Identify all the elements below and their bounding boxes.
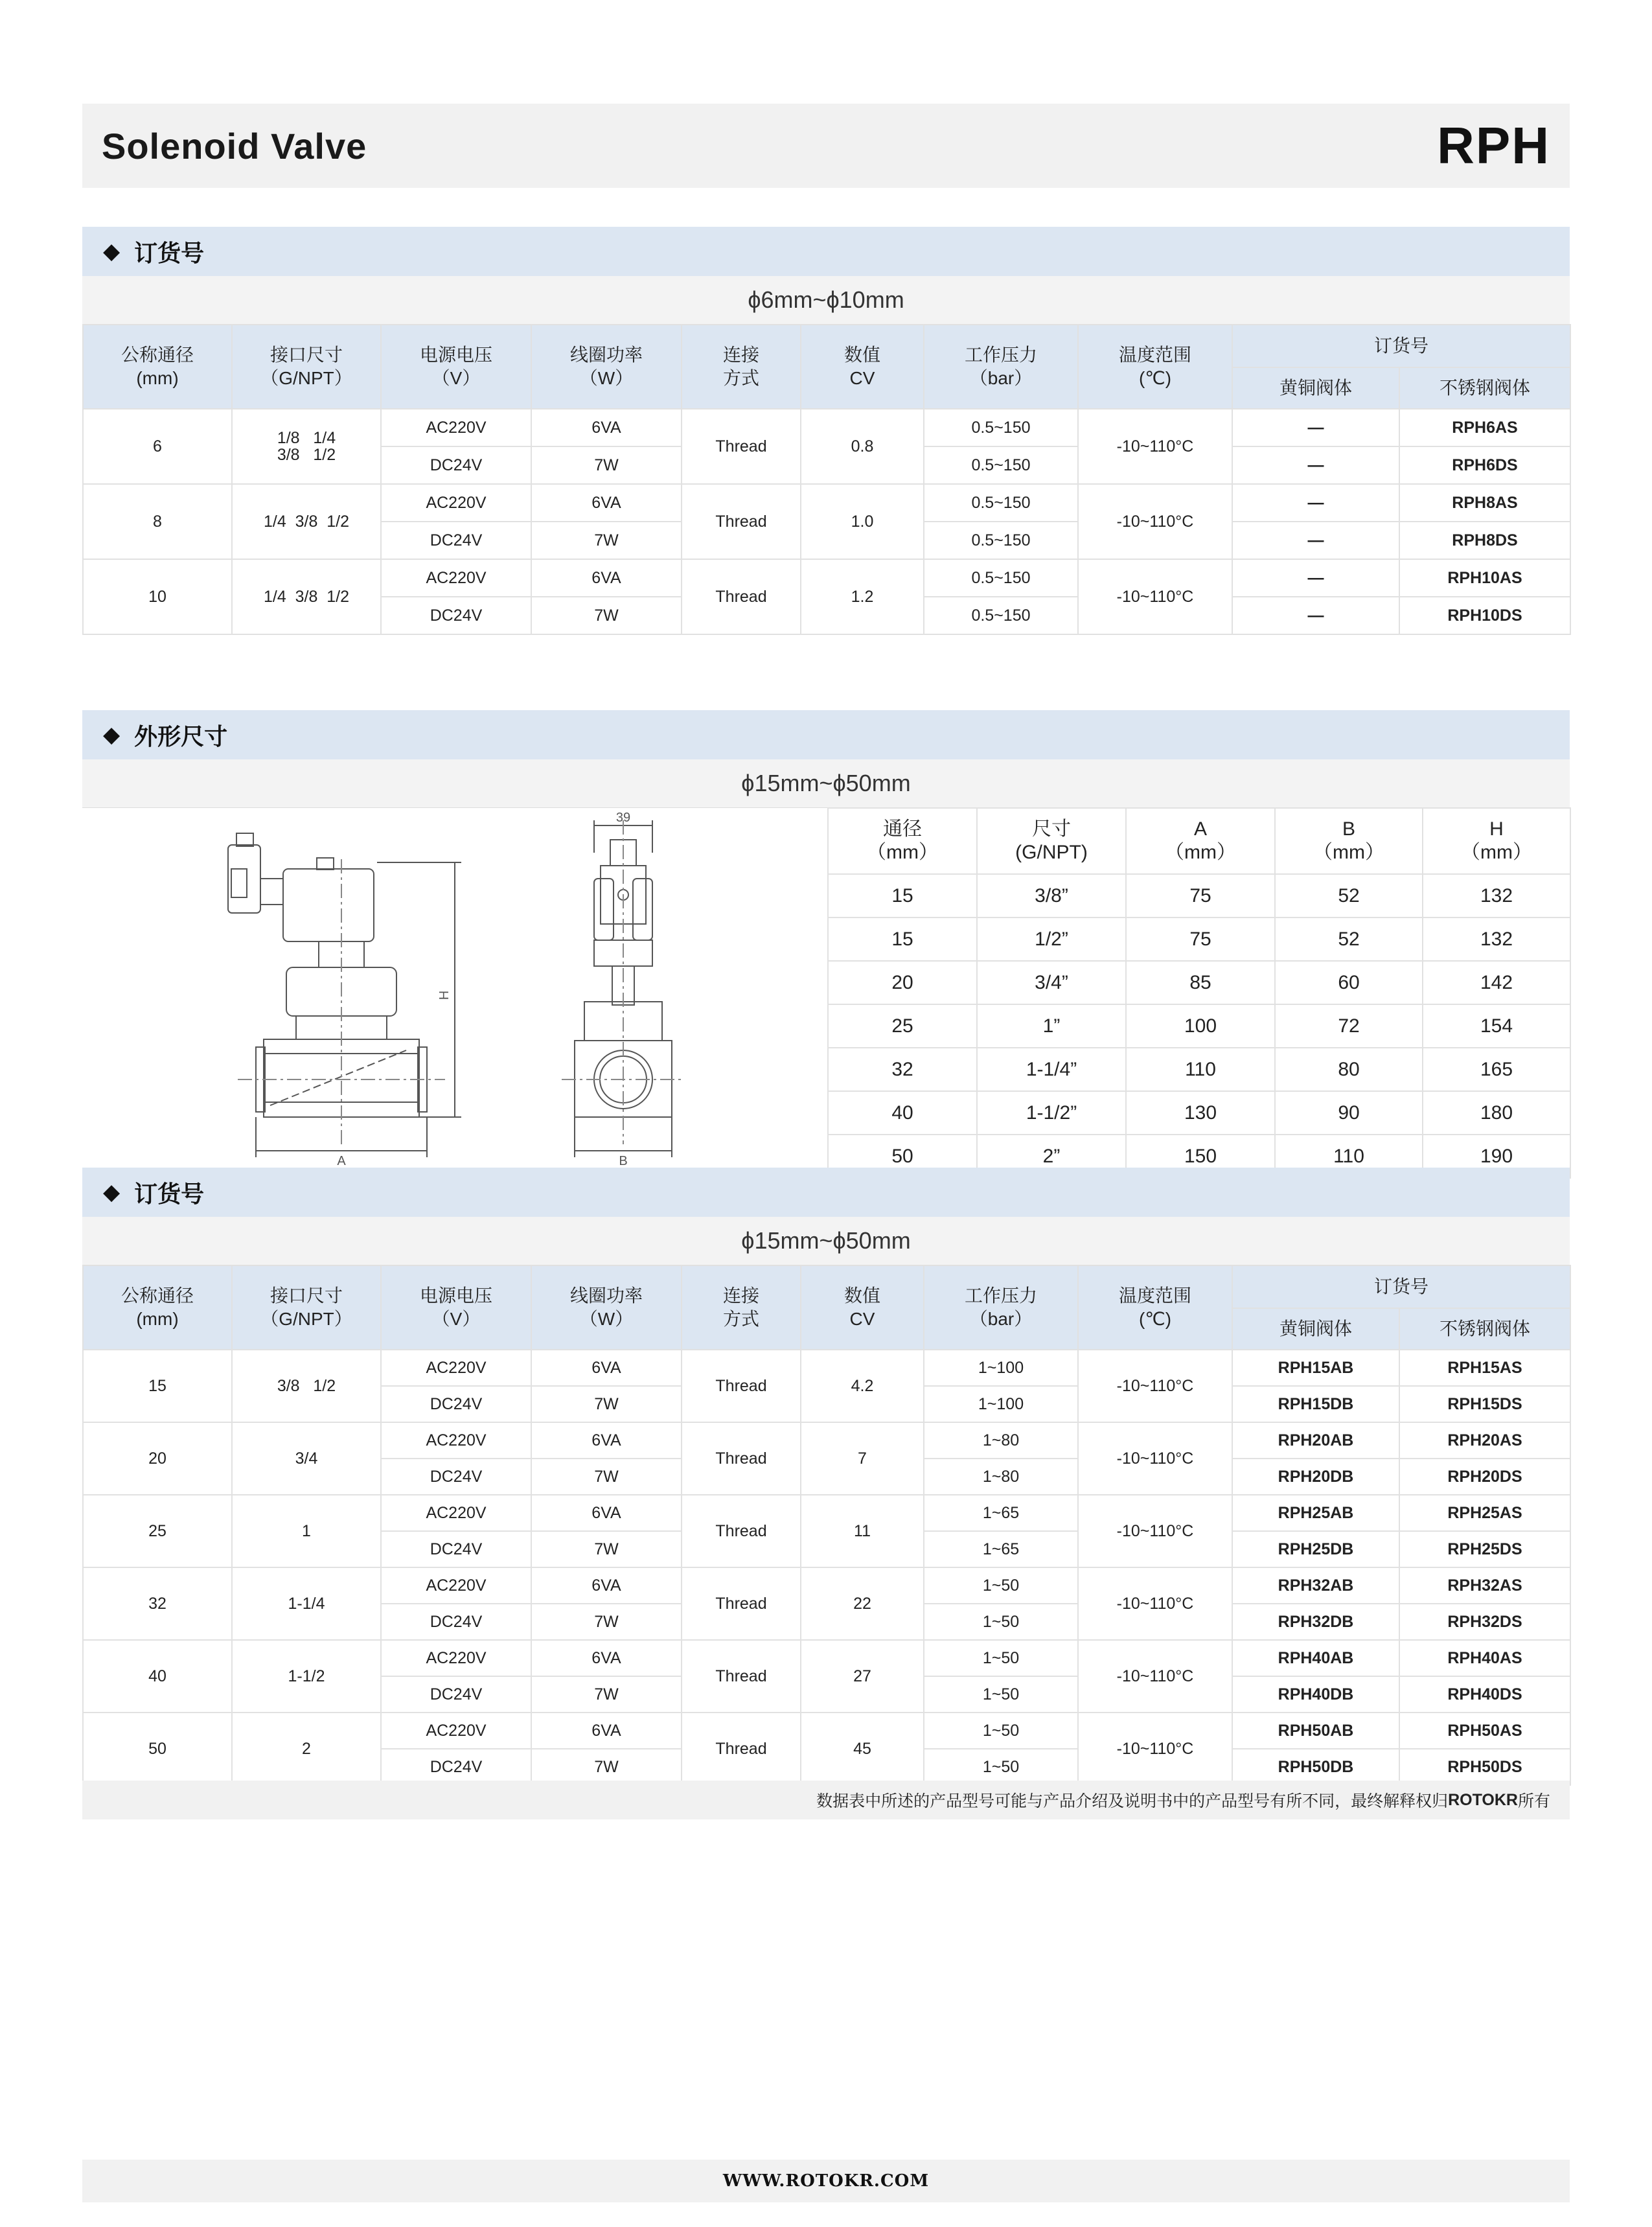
- temperature-cell: -10~110°C: [1078, 1713, 1232, 1785]
- port-size-line: 1/4 3/8 1/2: [263, 588, 350, 606]
- brand-logo: RPH: [1437, 117, 1550, 174]
- order-code-brass: RPH50AB: [1232, 1713, 1399, 1749]
- power-cell: 7W: [531, 1386, 682, 1422]
- power-cell: 7W: [531, 1604, 682, 1640]
- header-line: （bar）: [969, 368, 1033, 388]
- dim-cell: 132: [1423, 917, 1570, 961]
- dim-column-header: [1423, 808, 1570, 874]
- disclaimer-suffix: 所有: [1517, 1792, 1550, 1810]
- dim-cell: 190: [1423, 1135, 1570, 1178]
- column-header-stainless: 不锈钢阀体: [1399, 367, 1570, 409]
- header-line: (G/NPT): [1015, 842, 1088, 863]
- order-code-brass: RPH25AB: [1232, 1495, 1399, 1531]
- column-header-connection: [682, 1265, 801, 1350]
- port-size-cell: 2: [232, 1713, 381, 1785]
- nominal-diameter-cell: 8: [83, 484, 232, 559]
- cv-cell: 7: [801, 1422, 924, 1495]
- voltage-cell: AC220V: [381, 484, 531, 522]
- order-code-stainless: RPH20DS: [1399, 1459, 1570, 1495]
- dim-cell: 180: [1423, 1091, 1570, 1135]
- table-row: [828, 917, 1570, 961]
- order-code-stainless: RPH32DS: [1399, 1604, 1570, 1640]
- dimensions-area: [82, 807, 1570, 1169]
- pressure-cell: 1~50: [924, 1604, 1078, 1640]
- voltage-cell: AC220V: [381, 409, 531, 446]
- voltage-cell: AC220V: [381, 1350, 531, 1386]
- dim-cell: 40: [828, 1091, 977, 1135]
- valve-drawing-icon: [82, 807, 827, 1168]
- header-line: (mm): [136, 368, 179, 388]
- power-cell: 7W: [531, 1459, 682, 1495]
- pressure-cell: 0.5~150: [924, 597, 1078, 634]
- header-line: 电源电压: [419, 345, 492, 365]
- cv-cell: 11: [801, 1495, 924, 1567]
- header-line: 线圈功率: [569, 1286, 643, 1306]
- order-code-brass: RPH20DB: [1232, 1459, 1399, 1495]
- connection-cell: Thread: [682, 484, 801, 559]
- header-line: 工作压力: [964, 1286, 1037, 1306]
- order-code-stainless: RPH8AS: [1399, 484, 1570, 522]
- header-line: （G/NPT）: [260, 368, 352, 388]
- order-code-stainless: RPH20AS: [1399, 1422, 1570, 1459]
- dim-cell: 80: [1275, 1048, 1423, 1091]
- column-header-order: 订货号: [1232, 1265, 1570, 1308]
- cv-cell: 45: [801, 1713, 924, 1785]
- order-code-stainless: RPH15AS: [1399, 1350, 1570, 1386]
- header-line: （mm）: [1313, 842, 1384, 863]
- order-code-stainless: RPH25DS: [1399, 1531, 1570, 1567]
- drawing-dim-39: 39: [615, 811, 631, 825]
- order-code-brass: —: [1232, 559, 1399, 597]
- header-line: 连接: [722, 345, 759, 365]
- power-cell: 7W: [531, 1676, 682, 1713]
- drawing-dim-b: B: [619, 1154, 628, 1168]
- port-size-cell: [232, 484, 381, 559]
- header-line: （bar）: [969, 1309, 1033, 1329]
- order-code-brass: RPH32DB: [1232, 1604, 1399, 1640]
- dim-column-header: [977, 808, 1126, 874]
- voltage-cell: AC220V: [381, 1422, 531, 1459]
- header-line: 接口尺寸: [270, 1286, 343, 1306]
- header-line: (mm): [136, 1309, 179, 1329]
- nominal-diameter-cell: 15: [83, 1350, 232, 1422]
- connection-cell: Thread: [682, 1713, 801, 1785]
- order-code-brass: RPH40AB: [1232, 1640, 1399, 1676]
- dim-cell: 2”: [977, 1135, 1126, 1178]
- column-header-port: [232, 1265, 381, 1350]
- header-line: 通径: [883, 818, 922, 840]
- table-row: [83, 1422, 1570, 1459]
- pressure-cell: 1~100: [924, 1350, 1078, 1386]
- dim-column-header: [828, 808, 977, 874]
- connection-cell: Thread: [682, 1567, 801, 1640]
- power-cell: 7W: [531, 522, 682, 559]
- header-line: 温度范围: [1118, 1286, 1191, 1306]
- header-line: CV: [849, 1309, 875, 1329]
- pressure-cell: 0.5~150: [924, 446, 1078, 484]
- voltage-cell: DC24V: [381, 1531, 531, 1567]
- header-line: H: [1489, 818, 1504, 840]
- dim-column-header: [1126, 808, 1275, 874]
- dim-cell: 110: [1126, 1048, 1275, 1091]
- ordering-table-small: [82, 324, 1571, 635]
- pressure-cell: 0.5~150: [924, 484, 1078, 522]
- order-code-brass: —: [1232, 597, 1399, 634]
- order-code-brass: RPH50DB: [1232, 1749, 1399, 1785]
- ordering-table-large: [82, 1265, 1571, 1786]
- header-line: （W）: [579, 1309, 634, 1329]
- column-header-cv: [801, 325, 924, 409]
- footer-url[interactable]: WWW.ROTOKR.COM: [82, 2160, 1570, 2202]
- voltage-cell: DC24V: [381, 1386, 531, 1422]
- section-ordering-small-title: [82, 227, 1570, 276]
- dim-cell: 1-1/2”: [977, 1091, 1126, 1135]
- voltage-cell: DC24V: [381, 1749, 531, 1785]
- nominal-diameter-cell: 32: [83, 1567, 232, 1640]
- port-size-cell: 3/4: [232, 1422, 381, 1495]
- dim-cell: 72: [1275, 1004, 1423, 1048]
- dim-cell: 32: [828, 1048, 977, 1091]
- voltage-cell: AC220V: [381, 1713, 531, 1749]
- pressure-cell: 1~50: [924, 1749, 1078, 1785]
- voltage-cell: DC24V: [381, 1459, 531, 1495]
- order-code-brass: RPH15DB: [1232, 1386, 1399, 1422]
- voltage-cell: DC24V: [381, 1604, 531, 1640]
- power-cell: 6VA: [531, 1567, 682, 1604]
- pressure-cell: 1~50: [924, 1640, 1078, 1676]
- header-line: 温度范围: [1118, 345, 1191, 365]
- nominal-diameter-cell: 50: [83, 1713, 232, 1785]
- section-ordering-small-range: ϕ6mm~ϕ10mm: [82, 276, 1570, 325]
- drawing-dim-a: A: [337, 1154, 346, 1168]
- power-cell: 6VA: [531, 1713, 682, 1749]
- column-header-brass: 黄铜阀体: [1232, 1308, 1399, 1350]
- dim-cell: 1”: [977, 1004, 1126, 1048]
- cv-cell: 1.2: [801, 559, 924, 634]
- voltage-cell: AC220V: [381, 1640, 531, 1676]
- pressure-cell: 1~100: [924, 1386, 1078, 1422]
- dim-cell: 90: [1275, 1091, 1423, 1135]
- cv-cell: 1.0: [801, 484, 924, 559]
- page-title: Solenoid Valve: [102, 125, 367, 167]
- table-row: [83, 1713, 1570, 1749]
- port-size-line: 1/4 3/8 1/2: [263, 513, 350, 531]
- nominal-diameter-cell: 40: [83, 1640, 232, 1713]
- disclaimer-note: [82, 1781, 1570, 1819]
- order-code-brass: RPH25DB: [1232, 1531, 1399, 1567]
- dim-cell: 142: [1423, 961, 1570, 1004]
- column-header-port: [232, 325, 381, 409]
- dim-cell: 52: [1275, 917, 1423, 961]
- header-line: B: [1342, 818, 1355, 840]
- dim-cell: 154: [1423, 1004, 1570, 1048]
- table-row: [83, 1350, 1570, 1386]
- nominal-diameter-cell: 6: [83, 409, 232, 484]
- dim-cell: 132: [1423, 874, 1570, 917]
- pressure-cell: 1~50: [924, 1676, 1078, 1713]
- column-header-pressure: [924, 1265, 1078, 1350]
- header-line: （G/NPT）: [260, 1309, 352, 1329]
- header-line: 尺寸: [1032, 818, 1071, 840]
- table-row: [828, 1048, 1570, 1091]
- diamond-bullet-icon: ◆: [103, 722, 120, 747]
- order-code-stainless: RPH40DS: [1399, 1676, 1570, 1713]
- header-line: 数值: [843, 345, 880, 365]
- header-line: A: [1193, 818, 1207, 840]
- voltage-cell: DC24V: [381, 522, 531, 559]
- dim-cell: 75: [1126, 917, 1275, 961]
- pressure-cell: 1~50: [924, 1713, 1078, 1749]
- order-code-stainless: RPH25AS: [1399, 1495, 1570, 1531]
- column-header-nominal: [83, 325, 232, 409]
- table-row: [83, 484, 1570, 522]
- order-code-brass: RPH40DB: [1232, 1676, 1399, 1713]
- column-header-pressure: [924, 325, 1078, 409]
- power-cell: 7W: [531, 1749, 682, 1785]
- connection-cell: Thread: [682, 1640, 801, 1713]
- power-cell: 6VA: [531, 409, 682, 446]
- drawing-dim-h: H: [437, 990, 452, 1000]
- dim-cell: 3/4”: [977, 961, 1126, 1004]
- header-line: 连接: [722, 1286, 759, 1306]
- header-line: 数值: [843, 1286, 880, 1306]
- order-code-stainless: RPH6AS: [1399, 409, 1570, 446]
- header-line: (℃): [1138, 368, 1172, 388]
- header-line: 方式: [722, 1309, 759, 1329]
- temperature-cell: -10~110°C: [1078, 1350, 1232, 1422]
- dim-cell: 1-1/4”: [977, 1048, 1126, 1091]
- order-code-stainless: RPH6DS: [1399, 446, 1570, 484]
- table-row: [83, 1567, 1570, 1604]
- column-header-cv: [801, 1265, 924, 1350]
- cv-cell: 27: [801, 1640, 924, 1713]
- column-header-power: [531, 325, 682, 409]
- power-cell: 6VA: [531, 1495, 682, 1531]
- header-line: （mm）: [1461, 842, 1532, 863]
- voltage-cell: AC220V: [381, 1567, 531, 1604]
- pressure-cell: 0.5~150: [924, 522, 1078, 559]
- order-code-stainless: RPH8DS: [1399, 522, 1570, 559]
- dim-cell: 52: [1275, 874, 1423, 917]
- connection-cell: Thread: [682, 559, 801, 634]
- cv-cell: 4.2: [801, 1350, 924, 1422]
- port-size-line: 3/8 1/2: [277, 446, 336, 464]
- diamond-bullet-icon: ◆: [103, 239, 120, 264]
- table-row: [828, 874, 1570, 917]
- port-size-cell: 1-1/4: [232, 1567, 381, 1640]
- table-row: [83, 1640, 1570, 1676]
- dim-cell: 150: [1126, 1135, 1275, 1178]
- header-line: （mm）: [867, 842, 938, 863]
- header-line: (℃): [1138, 1309, 1172, 1329]
- header-line: 公称通径: [120, 345, 194, 365]
- pressure-cell: 0.5~150: [924, 409, 1078, 446]
- order-code-brass: —: [1232, 446, 1399, 484]
- column-header-nominal: [83, 1265, 232, 1350]
- port-size-cell: 3/8 1/2: [232, 1350, 381, 1422]
- section-dimensions-range: ϕ15mm~ϕ50mm: [82, 759, 1570, 808]
- temperature-cell: -10~110°C: [1078, 1495, 1232, 1567]
- dim-column-header: [1275, 808, 1423, 874]
- power-cell: 7W: [531, 597, 682, 634]
- page-header: [82, 104, 1570, 188]
- table-row: [83, 559, 1570, 597]
- dim-cell: 130: [1126, 1091, 1275, 1135]
- disclaimer-brand: ROTOKR: [1448, 1790, 1518, 1809]
- order-code-brass: —: [1232, 522, 1399, 559]
- disclaimer-text: 数据表中所述的产品型号可能与产品介绍及说明书中的产品型号有所不同，最终解释权归: [816, 1792, 1449, 1810]
- header-line: 接口尺寸: [270, 345, 343, 365]
- port-size-cell: 1-1/2: [232, 1640, 381, 1713]
- header-line: 线圈功率: [569, 345, 643, 365]
- pressure-cell: 1~80: [924, 1459, 1078, 1495]
- port-size-cell: [232, 559, 381, 634]
- dim-cell: 25: [828, 1004, 977, 1048]
- voltage-cell: DC24V: [381, 446, 531, 484]
- connection-cell: Thread: [682, 1495, 801, 1567]
- order-code-stainless: RPH15DS: [1399, 1386, 1570, 1422]
- section-ordering-large-title: [82, 1168, 1570, 1217]
- dim-cell: 15: [828, 874, 977, 917]
- power-cell: 6VA: [531, 1350, 682, 1386]
- dim-cell: 20: [828, 961, 977, 1004]
- dim-cell: 60: [1275, 961, 1423, 1004]
- dimensions-table: [827, 807, 1571, 1179]
- port-size-cell: 1: [232, 1495, 381, 1567]
- diamond-bullet-icon: ◆: [103, 1180, 120, 1205]
- header-line: 方式: [722, 368, 759, 388]
- order-code-brass: RPH20AB: [1232, 1422, 1399, 1459]
- column-header-power: [531, 1265, 682, 1350]
- table-row: [83, 1495, 1570, 1531]
- temperature-cell: -10~110°C: [1078, 1640, 1232, 1713]
- order-code-stainless: RPH32AS: [1399, 1567, 1570, 1604]
- pressure-cell: 1~65: [924, 1495, 1078, 1531]
- header-line: CV: [849, 368, 875, 388]
- nominal-diameter-cell: 10: [83, 559, 232, 634]
- power-cell: 6VA: [531, 1640, 682, 1676]
- temperature-cell: -10~110°C: [1078, 559, 1232, 634]
- connection-cell: Thread: [682, 409, 801, 484]
- dim-cell: 75: [1126, 874, 1275, 917]
- dim-cell: 1/2”: [977, 917, 1126, 961]
- pressure-cell: 1~65: [924, 1531, 1078, 1567]
- header-line: 电源电压: [419, 1286, 492, 1306]
- order-code-stainless: RPH50DS: [1399, 1749, 1570, 1785]
- connection-cell: Thread: [682, 1422, 801, 1495]
- section-label: 外形尺寸: [134, 722, 228, 750]
- power-cell: 7W: [531, 446, 682, 484]
- order-code-stainless: RPH10AS: [1399, 559, 1570, 597]
- dim-cell: 165: [1423, 1048, 1570, 1091]
- temperature-cell: -10~110°C: [1078, 484, 1232, 559]
- cv-cell: 0.8: [801, 409, 924, 484]
- column-header-voltage: [381, 325, 531, 409]
- table-row: [83, 409, 1570, 446]
- voltage-cell: AC220V: [381, 559, 531, 597]
- header-line: （V）: [431, 1309, 481, 1329]
- dim-cell: 100: [1126, 1004, 1275, 1048]
- column-header-temp: [1078, 1265, 1232, 1350]
- cv-cell: 22: [801, 1567, 924, 1640]
- temperature-cell: -10~110°C: [1078, 1422, 1232, 1495]
- power-cell: 6VA: [531, 484, 682, 522]
- pressure-cell: 1~50: [924, 1567, 1078, 1604]
- pressure-cell: 0.5~150: [924, 559, 1078, 597]
- order-code-brass: RPH32AB: [1232, 1567, 1399, 1604]
- order-code-brass: —: [1232, 484, 1399, 522]
- power-cell: 6VA: [531, 559, 682, 597]
- order-code-stainless: RPH10DS: [1399, 597, 1570, 634]
- voltage-cell: DC24V: [381, 1676, 531, 1713]
- voltage-cell: DC24V: [381, 597, 531, 634]
- order-code-brass: —: [1232, 409, 1399, 446]
- power-cell: 6VA: [531, 1422, 682, 1459]
- dim-cell: 50: [828, 1135, 977, 1178]
- header-line: （W）: [579, 368, 634, 388]
- power-cell: 7W: [531, 1531, 682, 1567]
- port-size-cell: [232, 409, 381, 484]
- column-header-brass: 黄铜阀体: [1232, 367, 1399, 409]
- header-line: 工作压力: [964, 345, 1037, 365]
- header-line: 公称通径: [120, 1286, 194, 1306]
- nominal-diameter-cell: 25: [83, 1495, 232, 1567]
- order-code-stainless: RPH50AS: [1399, 1713, 1570, 1749]
- header-line: （mm）: [1165, 842, 1236, 863]
- table-row: [828, 1004, 1570, 1048]
- dim-cell: 110: [1275, 1135, 1423, 1178]
- column-header-stainless: 不锈钢阀体: [1399, 1308, 1570, 1350]
- dim-cell: 85: [1126, 961, 1275, 1004]
- header-line: （V）: [431, 368, 481, 388]
- dim-cell: 3/8”: [977, 874, 1126, 917]
- section-label: 订货号: [134, 239, 205, 266]
- column-header-order: 订货号: [1232, 325, 1570, 367]
- table-row: [828, 961, 1570, 1004]
- temperature-cell: -10~110°C: [1078, 409, 1232, 484]
- dim-cell: 15: [828, 917, 977, 961]
- temperature-cell: -10~110°C: [1078, 1567, 1232, 1640]
- port-size-line: 1/8 1/4: [277, 429, 336, 447]
- nominal-diameter-cell: 20: [83, 1422, 232, 1495]
- section-ordering-large-range: ϕ15mm~ϕ50mm: [82, 1217, 1570, 1265]
- order-code-stainless: RPH40AS: [1399, 1640, 1570, 1676]
- section-label: 订货号: [134, 1180, 205, 1207]
- voltage-cell: AC220V: [381, 1495, 531, 1531]
- column-header-voltage: [381, 1265, 531, 1350]
- connection-cell: Thread: [682, 1350, 801, 1422]
- section-dimensions-title: [82, 710, 1570, 759]
- table-row: [828, 1091, 1570, 1135]
- column-header-connection: [682, 325, 801, 409]
- column-header-temp: [1078, 325, 1232, 409]
- pressure-cell: 1~80: [924, 1422, 1078, 1459]
- order-code-brass: RPH15AB: [1232, 1350, 1399, 1386]
